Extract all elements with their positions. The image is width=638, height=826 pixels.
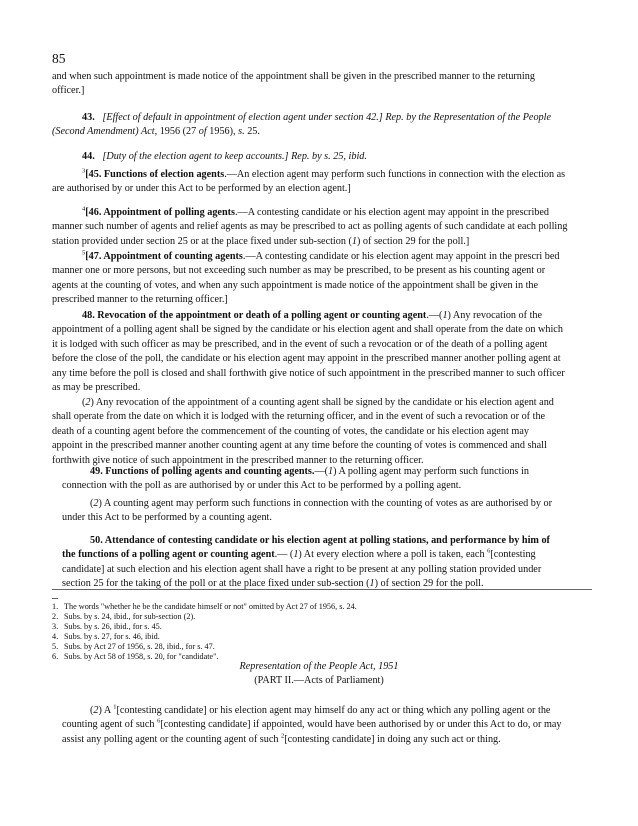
text-span: [contesting candidate] if appointed, would have been authorised by or under this Act to do, or may bbox=[160, 719, 562, 731]
text-span: 1956), bbox=[206, 126, 239, 138]
text-line bbox=[52, 396, 592, 410]
section-49-heading: 49. Functions of polling agents and counting agents. bbox=[90, 466, 315, 477]
text-span: .—A contesting candidate or his election agent may appoint in the prescribed bbox=[234, 207, 549, 218]
text-span: 2 bbox=[85, 397, 91, 408]
footnote-2 bbox=[52, 612, 195, 622]
text-span: 1 bbox=[328, 466, 334, 477]
footnote-number: 5. bbox=[52, 642, 59, 651]
text-line: it is lodged with such officer as may be prescribed, and in the event of such a revocation or of the death of a polling agent bbox=[52, 338, 548, 350]
running-head-text: Representation of the People Act, 1951 bbox=[239, 661, 399, 672]
text-line: appoint in the prescribed manner another counting agent at any time before the counting of votes is commenced and shall bbox=[52, 440, 547, 452]
text-span: section 25 for the taking of the poll or at the place fixed under sub-section ( bbox=[62, 578, 370, 590]
footnote-text: Subs. by s. 26, ibid., for s. 45. bbox=[64, 622, 162, 631]
section-46 bbox=[52, 206, 592, 249]
footnote-number: 3. bbox=[52, 622, 59, 631]
running-head-title bbox=[0, 661, 638, 672]
text-span: s. bbox=[238, 126, 245, 138]
section-44-title: [Duty of the election agent to keep accounts.] bbox=[102, 151, 292, 162]
text-line: shall operate from the date on which it is lodged with the returning officer, and in the event of such a revocation or of the bbox=[52, 411, 546, 423]
footnote-text: Subs. by Act 58 of 1958, s. 20, for "candidate". bbox=[64, 652, 219, 661]
continuation-paragraph bbox=[62, 704, 592, 747]
act-name: (Second Amendment) Act bbox=[52, 126, 155, 138]
footnote-text: The words "whether he be the candidate himself or not" omitted by Act 27 of 1956, s. 24. bbox=[64, 602, 357, 611]
text-span: 1 bbox=[351, 235, 357, 247]
text-line bbox=[62, 704, 592, 718]
text-line: any time before the poll is closed and shall forthwith give notice of such appointment in the prescribed manner to such officer bbox=[52, 367, 565, 379]
section-50-heading-cont: the functions of a polling agent or counting agent bbox=[62, 549, 275, 561]
section-47-line bbox=[52, 250, 592, 264]
section-44 bbox=[52, 150, 592, 164]
text-line: officer.] bbox=[52, 85, 85, 97]
text-span: [contesting candidate] in doing any such act or thing. bbox=[284, 733, 501, 745]
section-46-line bbox=[52, 206, 592, 220]
text-span: —( bbox=[314, 466, 329, 477]
section-45-heading: [45. Functions of election agents bbox=[85, 169, 225, 180]
text-span: 1 bbox=[442, 310, 448, 321]
text-span: assist any polling agent or the counting agent of such bbox=[62, 733, 281, 745]
footnote-5 bbox=[52, 642, 215, 652]
text-span: 1 bbox=[293, 549, 299, 561]
text-span: 2 bbox=[93, 705, 99, 716]
text-span: ibid. bbox=[348, 151, 367, 162]
text-span: ( bbox=[90, 498, 94, 509]
section-48-heading: 48. Revocation of the appointment or death of a polling agent or counting agent bbox=[82, 310, 427, 321]
section-50-line bbox=[62, 548, 592, 562]
text-span: .—A contesting candidate or his election agent may appoint in the prescri bed bbox=[242, 251, 560, 262]
running-head-subtitle: (PART II.—Acts of Parliament) bbox=[254, 675, 384, 686]
text-line: agents at the counting of votes, and when any such appointment is made notice of the appointment shall be given in the bbox=[52, 279, 539, 291]
section-48-subsection-2 bbox=[52, 396, 592, 468]
footnote-number: 6. bbox=[52, 652, 59, 661]
footnote-separator-stub bbox=[52, 598, 58, 599]
text-line bbox=[62, 718, 592, 732]
footnote-number: 2. bbox=[52, 612, 59, 621]
section-50 bbox=[62, 534, 592, 592]
text-span: , 1956 (27 bbox=[154, 126, 199, 138]
footnote-separator bbox=[52, 589, 592, 590]
text-line bbox=[62, 733, 592, 747]
paragraph-continued bbox=[52, 70, 592, 99]
text-span: ) Any revocation of the appointment of a counting agent shall be signed by the candidate or his election agent and bbox=[90, 397, 554, 408]
text-span: counting agent of such bbox=[62, 719, 158, 731]
footnote-text: Subs. by Act 27 of 1956, s. 28, ibid., for s. 47. bbox=[64, 642, 215, 651]
footnote-ref: 5 bbox=[82, 249, 86, 257]
text-span: Rep. by s. 25, bbox=[291, 151, 349, 162]
section-43-number: 43. bbox=[82, 112, 95, 123]
text-span: .—( bbox=[426, 310, 443, 321]
text-span: ) Any revocation of the bbox=[447, 310, 543, 321]
text-span: of bbox=[198, 126, 207, 138]
footnote-ref: 1 bbox=[113, 703, 117, 711]
text-span: [contesting candidate] or his election agent may himself do any act or thing which any polling agent or the bbox=[116, 705, 551, 716]
text-span: [contesting bbox=[490, 549, 536, 561]
text-span: 2 bbox=[93, 498, 99, 509]
text-line: forthwith give notice of such appointment in the prescribed manner to the returning officer. bbox=[52, 454, 424, 466]
section-43-line bbox=[52, 111, 592, 125]
section-49 bbox=[62, 465, 592, 494]
text-line bbox=[62, 497, 592, 511]
section-48-line bbox=[52, 309, 592, 323]
section-43-repeal: Rep. by the Representation of the People bbox=[385, 112, 551, 123]
footnote-ref: 2 bbox=[281, 732, 285, 740]
text-line: before the close of the poll, the candidate or his election agent may appoint in the prescribed manner another polling agent at bbox=[52, 353, 561, 365]
footnote-3 bbox=[52, 622, 162, 632]
text-span: 25. bbox=[244, 126, 260, 138]
footnote-ref: 3 bbox=[82, 167, 86, 175]
text-line: under this Act to be performed by a counting agent. bbox=[62, 512, 272, 524]
text-line: connection with the poll as are authorised by or under this Act to be performed by a polling agent. bbox=[62, 480, 462, 492]
text-span: station provided under section 25 or at the place fixed under sub-section ( bbox=[52, 235, 352, 247]
text-span: .— ( bbox=[274, 549, 294, 561]
section-44-number: 44. bbox=[82, 151, 95, 162]
text-span: 1 bbox=[369, 578, 375, 590]
section-49-line bbox=[62, 465, 592, 479]
text-span: ) A polling agent may perform such functions in bbox=[333, 466, 529, 477]
text-span: ) of section 29 for the poll. bbox=[374, 578, 484, 590]
text-line bbox=[52, 235, 592, 249]
section-45-line bbox=[52, 168, 592, 182]
footnote-ref: 4 bbox=[82, 205, 86, 213]
text-line: appointment of a polling agent shall be signed by the candidate or his election agent and shall operate from the date on which bbox=[52, 324, 563, 336]
text-line: prescribed manner to the returning officer.] bbox=[52, 294, 228, 306]
section-45 bbox=[52, 168, 592, 197]
text-line: death of a counting agent before the commencement of the counting of votes, the candidate or his election agent may bbox=[52, 425, 529, 437]
footnote-text: Subs. by s. 27, for s. 46, ibid. bbox=[64, 632, 160, 641]
text-span: ) At every election where a poll is taken, each bbox=[298, 549, 488, 561]
text-span: ( bbox=[90, 705, 94, 716]
text-span: .—An election agent may perform such functions in connection with the election as bbox=[224, 169, 566, 180]
text-line: manner such number of agents and relief agents as may be prescribed to act as polling agents of such candidate at each polling bbox=[52, 221, 568, 233]
footnote-ref: 6 bbox=[487, 548, 491, 556]
section-50-heading-line bbox=[62, 534, 592, 548]
text-span: ( bbox=[82, 397, 86, 408]
footnote-number: 4. bbox=[52, 632, 59, 641]
footnote-1 bbox=[52, 602, 357, 612]
text-line: are authorised by or under this Act to be performed by an election agent.] bbox=[52, 183, 351, 195]
page-number: 85 bbox=[52, 51, 66, 66]
footnote-ref: 6 bbox=[157, 718, 161, 726]
section-46-heading: [46. Appointment of polling agents bbox=[85, 207, 235, 218]
section-49-subsection-2 bbox=[62, 497, 592, 526]
text-line: candidate] at such election and his election agent shall have a right to be present at any polling station provided under bbox=[62, 563, 542, 575]
text-line: as may be prescribed. bbox=[52, 382, 141, 394]
text-line: and when such appointment is made notice of the appointment shall be given in the prescribed manner to the returning bbox=[52, 71, 535, 82]
section-47-heading: [47. Appointment of counting agents bbox=[85, 251, 243, 262]
text-span: ) A counting agent may perform such functions in connection with the counting of votes as are authorised by or bbox=[98, 498, 553, 509]
section-50-heading: 50. Attendance of contesting candidate or his election agent at polling stations, and performance by him of bbox=[90, 535, 550, 546]
text-line: manner one or more persons, but not exceeding such number as may be prescribed, to be present as his counting agent or bbox=[52, 265, 546, 277]
section-43-title: [Effect of default in appointment of election agent under section 42.] bbox=[102, 112, 386, 123]
text-span: ) of section 29 for the poll.] bbox=[356, 235, 470, 247]
footnote-text: Subs. by s. 24, ibid., for sub-section (2). bbox=[64, 612, 196, 621]
text-span: ) A bbox=[98, 705, 114, 716]
section-43-line bbox=[52, 125, 592, 139]
section-43 bbox=[52, 111, 592, 140]
footnote-number: 1. bbox=[52, 602, 59, 611]
section-47 bbox=[52, 250, 592, 308]
section-44-line bbox=[52, 150, 592, 164]
section-48 bbox=[52, 309, 592, 395]
footnote-4 bbox=[52, 632, 160, 642]
